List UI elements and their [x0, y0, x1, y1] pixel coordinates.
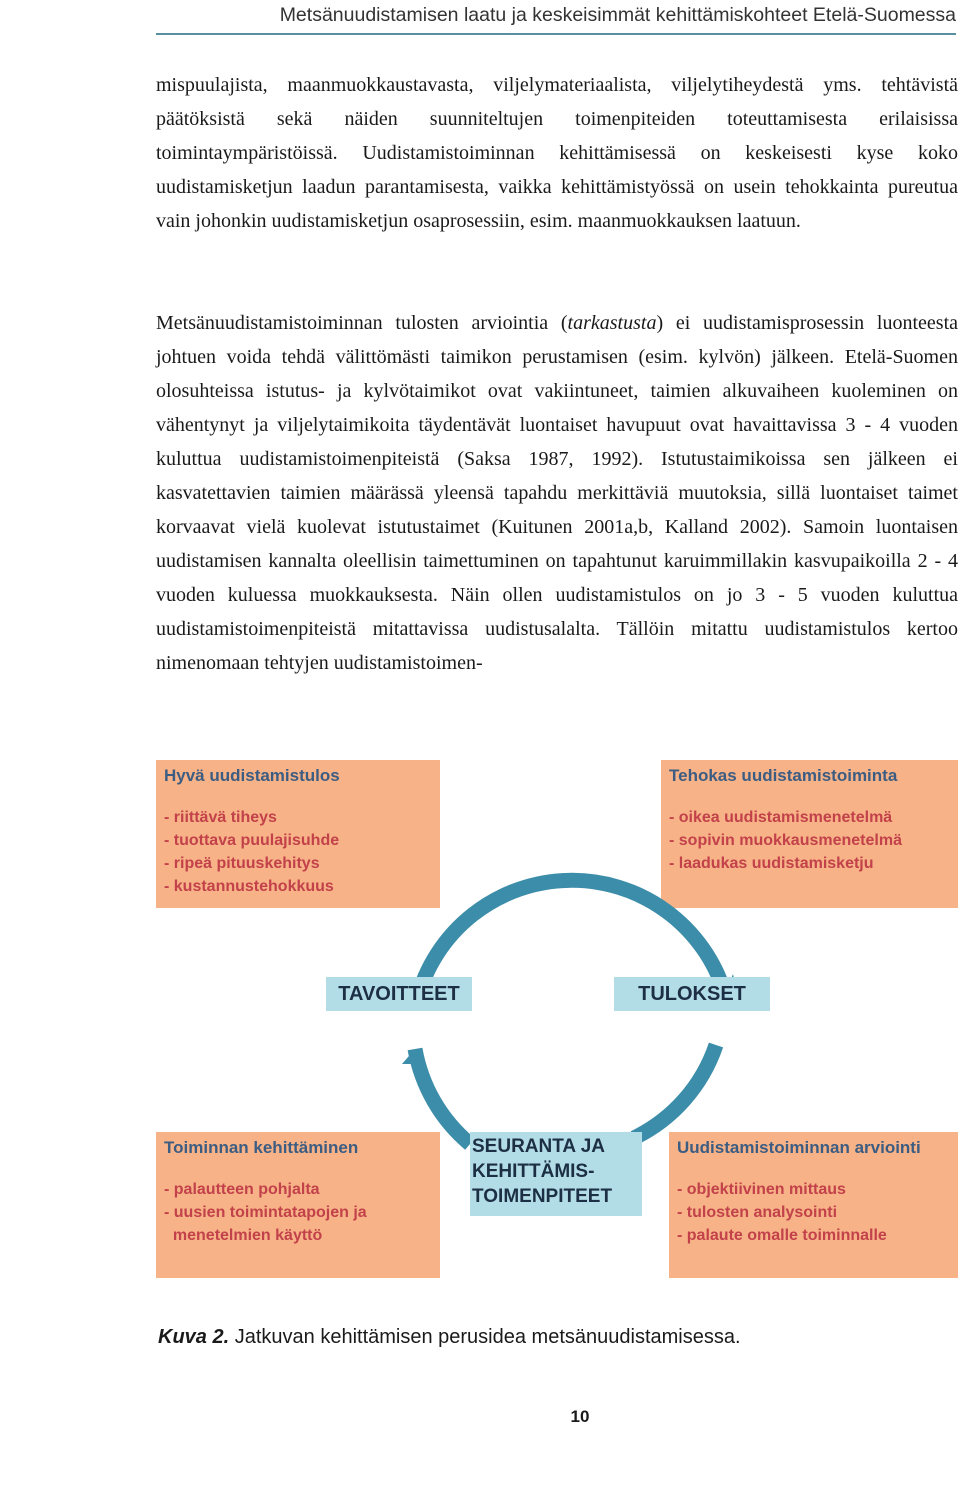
list-item: - palaute omalle toiminnalle — [677, 1227, 887, 1244]
list-item: - tuottava puulajisuhde — [164, 832, 340, 849]
caption-text: Jatkuvan kehittämisen perusidea metsänuudistamisessa. — [229, 1326, 741, 1348]
caption-label: Kuva 2. — [158, 1326, 230, 1348]
page-number: 10 — [570, 1407, 590, 1426]
box-title: Tehokas uudistamistoiminta — [669, 766, 898, 785]
list-item: - riittävä tiheys — [164, 809, 277, 826]
label-goals: TAVOITTEET — [326, 977, 472, 1011]
box-title: Uudistamistoiminnan arviointi — [677, 1138, 921, 1157]
list-item: - oikea uudistamismenetelmä — [669, 809, 893, 826]
running-head: Metsänuudistamisen laatu ja keskeisimmät kehittämiskohteet Etelä-Suomessa — [156, 0, 956, 35]
list-item: - ripeä pituuskehitys — [164, 855, 320, 872]
list-item: - palautteen pohjalta — [164, 1181, 320, 1198]
list-item: - tulosten analysointi — [677, 1204, 838, 1221]
list-item: - uusien toimintatapojen ja — [164, 1204, 367, 1221]
figure-caption — [158, 1322, 958, 1352]
lower-arc-arrow — [634, 1045, 716, 1138]
body-paragraph-1: mispuulajista, maanmuokkaustavasta, viljelymateriaalista, viljelytiheydestä yms. tehtävistä päätöksistä sekä näiden suunniteltujen toimenpiteiden toteuttamisesta erilaisissa toimintaympäristöissä. Uudistamistoiminnan kehittämisessä on keskeisesti kyse koko uudistamisketjun laadun parantamisesta, vaikka kehittämistyössä on usein tehokkainta pureutua vain johonkin uudistamisketjun osaprosessiin, esim. maanmuokkauksen laatuun. — [156, 74, 958, 232]
label-line: KEHITTÄMIS- — [472, 1161, 595, 1182]
list-item: - sopivin muokkausmenetelmä — [669, 832, 902, 849]
label-line: TOIMENPITEET — [472, 1186, 613, 1207]
box-title: Toiminnan kehittäminen — [164, 1138, 359, 1157]
label-line: SEURANTA JA — [472, 1136, 606, 1157]
body-paragraph-2 — [156, 306, 958, 680]
paragraph-2-start: Metsänuudistamistoiminnan tulosten arviointia ( — [156, 312, 568, 334]
list-item: - laadukas uudistamisketju — [669, 855, 874, 872]
paragraph-2-italic: tarkastusta — [567, 312, 657, 334]
label-monitoring — [470, 1132, 642, 1216]
list-item: - kustannustehokkuus — [164, 878, 334, 895]
list-item: - objektiivinen mittaus — [677, 1181, 846, 1198]
cycle-figure — [156, 760, 958, 1278]
label-results: TULOKSET — [614, 977, 770, 1011]
box-title: Hyvä uudistamistulos — [164, 766, 340, 785]
paragraph-2-rest: ) ei uudistamisprosessin luonteesta johtuen voida tehdä välittömästi taimikon perustamisen (esim. kylvön) jälkeen. Etelä-Suomen olosuhteissa istutus- ja kylvötaimikot ovat vakiintuneet, taimien alkuvaiheen kuoleminen on vähentynyt ja viljelytaimikoita täydentävät luontaiset havupuut ovat havaittavissa 3 - 4 vuoden kuluttua uudistamistoimenpiteistä (Saksa 1987, 1992). Istutustaimikoissa sen jälkeen ei kasvatettavien taimien määrässä yleensä tapahdu merkittäviä muutoksia, sillä luontaiset taimet korvaavat vielä kuolevat istutustaimet (Kuitunen 2001a,b, Kalland 2002). Samoin luontaisen uudistamisen kannalta oleellisin taimettuminen on tapahtunut karuimmillakin kasvupaikoilla 2 - 4 vuoden kuluessa muokkauksesta. Näin ollen uudistamistulos on jo 3 - 5 vuoden kuluttua uudistamistoimenpiteistä mitattavissa uudistusalalta. Tällöin mitattu uudistamistulos kertoo nimenomaan tehtyjen uudistamistoimen- — [156, 312, 959, 674]
list-item: menetelmien käyttö — [164, 1227, 323, 1244]
